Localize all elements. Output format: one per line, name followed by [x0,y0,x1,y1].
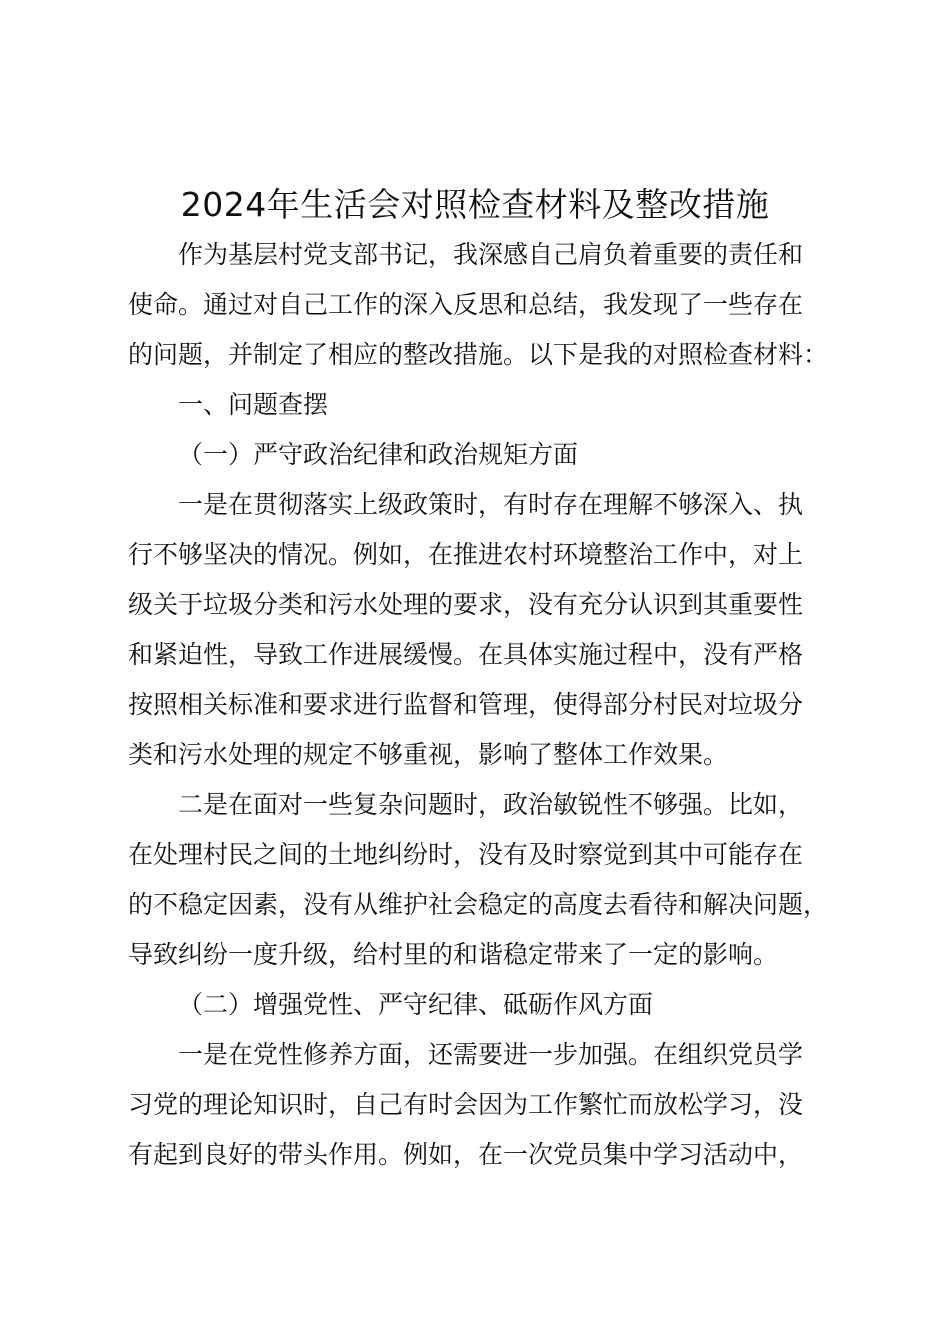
body-paragraph: 二是在面对一些复杂问题时，政治敏锐性不够强。比如， 在处理村民之间的土地纠纷时，没有及时察觉到其中可能存在 的不稳定因素，没有从维护社会稳定的高度去看待和解决问题， 导致纠纷一度升级，给村里的和谐稳定带来了一定的影响。 [128,790,829,969]
section-heading-1: 一、问题查摆 [178,390,329,419]
body-paragraph: 一是在贯彻落实上级政策时，有时存在理解不够深入、执 行不够坚决的情况。例如，在推进农村环境整治工作中，对上 级关于垃圾分类和污水处理的要求，没有充分认识到其重要性 和紧迫性，导致工作进展缓慢。在具体实施过程中，没有严格 按照相关标准和要求进行监督和管理，使得部分村民对垃圾分 类和污水处理的规定不够重视，影响了整体工作效果。 [128,490,804,769]
document-body [128,230,833,1180]
body-paragraph: 一是在党性修养方面，还需要进一步加强。在组织党员学 习党的理论知识时，自己有时会因为工作繁忙而放松学习，没 有起到良好的带头作用。例如，在一次党员集中学习活动中， [128,1040,804,1169]
document-title: 2024年生活会对照检查材料及整改措施 [180,185,770,224]
subsection-heading-1: （一）严守政治纪律和政治规矩方面 [178,440,579,469]
intro-paragraph: 作为基层村党支部书记，我深感自己肩负着重要的责任和 使命。通过对自己工作的深入反思和总结，我发现了一些存在 的问题，并制定了相应的整改措施。以下是我的对照检查材料： [128,240,829,369]
subsection-heading-2: （二）增强党性、严守纪律、砥砺作风方面 [178,990,654,1019]
